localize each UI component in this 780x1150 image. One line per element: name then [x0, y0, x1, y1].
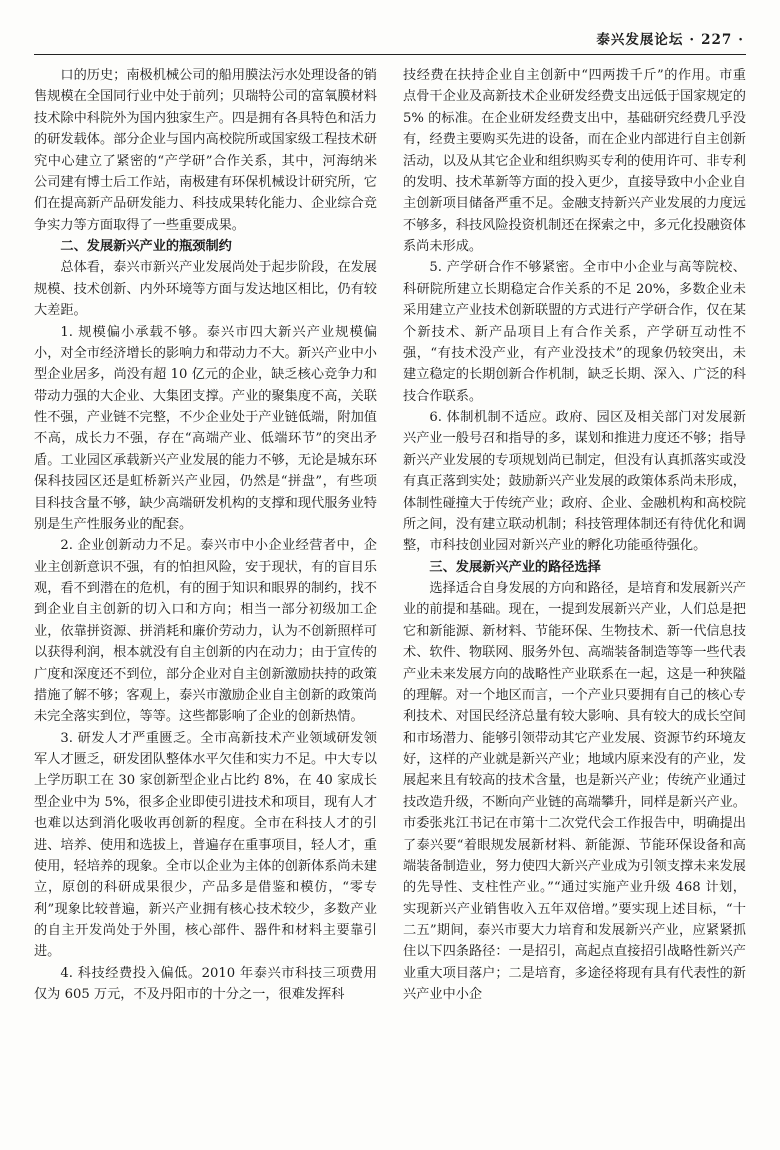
header-trailing-mark: ·	[738, 32, 744, 48]
body-paragraph: 5. 产学研合作不够紧密。全市中小企业与高等院校、科研院所建立长期稳定合作关系的不足 20%，多数企业未采用建立产业技术创新联盟的方式进行产学研合作，仅在某个新技术、新产品项目上有合作关系，产学研互动性不强，“有技术没产业，有产业没技术”的现象仍较突出，未建立稳定的长期创新合作机制，缺乏长期、深入、广泛的科技合作联系。	[403, 260, 746, 404]
body-paragraph: 1. 规模偏小承载不够。泰兴市四大新兴产业规模偏小，对全市经济增长的影响力和带动力不大。新兴产业中小型企业居多，尚没有超 10 亿元的企业，缺乏核心竞争力和带动力强的大企业、大集团支撑。产业的聚集度不高，关联性不强，产业链不完整，不少企业处于产业链低端，附加值不高，成长力不强，存在“高端产业、低端环节”的突出矛盾。工业园区承载新兴产业发展的能力不够，无论是城东环保科技园区还是虹桥新兴产业园，仍然是“拼盘”，有些项目科技含量不够，缺少高端研发机构的支撑和现代服务业特别是生产性服务业的配套。	[34, 324, 377, 532]
body-paragraph: 口的历史；南极机械公司的船用膜法污水处理设备的销售规模在全国同行业中处于前列；贝瑞特公司的富氧膜材料技术除中科院外为国内独家生产。四是拥有各具特色和活力的研发载体。部分企业与国内高校院所或国家级工程技术研究中心建立了紧密的“产学研”合作关系，其中，河海纳米公司建有博士后工作站，南极建有环保机械设计研究所，它们在提高新产品研发能力、科技成果转化能力、企业综合竞争实力等方面取得了一些重要成果。	[34, 68, 377, 233]
page-number: 227	[701, 32, 733, 48]
header-rule	[34, 54, 746, 55]
body-paragraph: 总体看，泰兴市新兴产业发展尚处于起步阶段，在发展规模、技术创新、内外环境等方面与发达地区相比，仍有较大差距。	[34, 260, 377, 319]
body-columns	[34, 65, 746, 1103]
body-paragraph: 技经费在扶持企业自主创新中“四两拨千斤”的作用。市重点骨干企业及高新技术企业研发经费支出远低于国家规定的 5% 的标准。在企业研发经费支出中，基础研究经费几乎没有，经费主要购买先进的设备，而在企业内部进行自主创新活动，以及从其它企业和组织购买专利的使用许可、非专利的发明、技术革新等方面的投入更少，直接导致中小企业自主创新项目储备严重不足。金融支持新兴产业发展的力度远不够多，科技风险投资机制还在探索之中，多元化投融资体系尚未形成。	[403, 68, 746, 254]
body-paragraph: 3. 研发人才严重匮乏。全市高新技术产业领域研发领军人才匮乏，研发团队整体水平欠佳和实力不足。中大专以上学历职工在 30 家创新型企业占比约 8%，在 40 家成长型企业中为 5%，很多企业即使引进技术和项目，现有人才也难以达到消化吸收再创新的程度。全市在科技人才的引进、培养、使用和选拔上，普遍存在重事项目，轻人才，重使用，轻培养的现象。全市以企业为主体的创新体系尚未建立，原创的科研成果很少，产品多是借鉴和模仿，“零专利”现象比较普遍，新兴产业拥有核心技术较少，多数产业的自主开发尚处于外围，核心部件、器件和材料主要靠引进。	[34, 730, 377, 960]
section-heading: 二、发展新兴产业的瓶颈制约	[60, 239, 232, 254]
left-column	[34, 65, 377, 1103]
header-separator: ·	[689, 32, 696, 48]
body-paragraph: 选择适合自身发展的方向和路径，是培育和发展新兴产业的前提和基础。现在，一提到发展新兴产业，人们总是把它和新能源、新材料、节能环保、生物技术、新一代信息技术、软件、物联网、服务外包、高端装备制造等等一些代表产业未来发展方向的战略性产业联系在一起，这是一种狭隘的理解。对一个地区而言，一个产业只要拥有自己的核心专利技术、对国民经济总量有较大影响、具有较大的成长空间和市场潜力、能够引领带动其它产业发展、资源节约环境友好，这样的产业就是新兴产业；地域内原来没有的产业，发展起来且有较高的技术含量，也是新兴产业；传统产业通过技改造升级，不断向产业链的高端攀升，同样是新兴产业。市委张兆江书记在市第十二次党代会工作报告中，明确提出了泰兴要“着眼规发展新材料、新能源、节能环保设备和高端装备制造业，努力使四大新兴产业成为引领支撑未来发展的先导性、支柱性产业。”“通过实施产业升级 468 计划，实现新兴产业销售收入五年双倍增。”要实现上述目标，“十二五”期间，泰兴市要大力培育和发展新兴产业，应紧紧抓住以下四条路径：一是招引，高起点直接招引战略性新兴产业重大项目落户；二是培育，多途径将现有具有代表性的新兴产业中小企	[403, 581, 746, 1003]
body-paragraph: 4. 科技经费投入偏低。2010 年泰兴市科技三项费用仅为 605 万元，不及丹阳市的十分之一，很难发挥科	[34, 965, 377, 1003]
section-heading: 三、发展新兴产业的路径选择	[429, 559, 601, 575]
right-column	[403, 65, 746, 1103]
page-header	[34, 28, 746, 54]
journal-title: 泰兴发展论坛	[596, 32, 684, 48]
body-paragraph: 2. 企业创新动力不足。泰兴市中小企业经营者中，企业主创新意识不强，有的怕担风险，安于现状，有的盲目乐观，看不到潜在的危机，有的囿于知识和眼界的制约，找不到企业自主创新的切入口和方向；相当一部分初级加工企业，依靠拼资源、拼消耗和廉价劳动力，认为不创新照样可以获得利润，根本就没有自主创新的内在动力；由于宣传的广度和深度还不到位，部分企业对自主创新激励扶持的政策措施了解不够；客观上，泰兴市激励企业自主创新的政策尚未完全落实到位，等等。这些都影响了企业的创新热情。	[34, 538, 377, 725]
body-paragraph: 6. 体制机制不适应。政府、园区及相关部门对发展新兴产业一般号召和指导的多，谋划和推进力度还不够；指导新兴产业发展的专项规划尚已制定，但没有认真抓落实或没有真正落到实处；鼓励新兴产业发展的政策体系尚未形成，体制性碰撞大于传统产业；政府、企业、金融机构和高校院所之间，没有建立联动机制；科技管理体制还有待优化和调整，市科技创业园对新兴产业的孵化功能亟待强化。	[403, 410, 746, 554]
